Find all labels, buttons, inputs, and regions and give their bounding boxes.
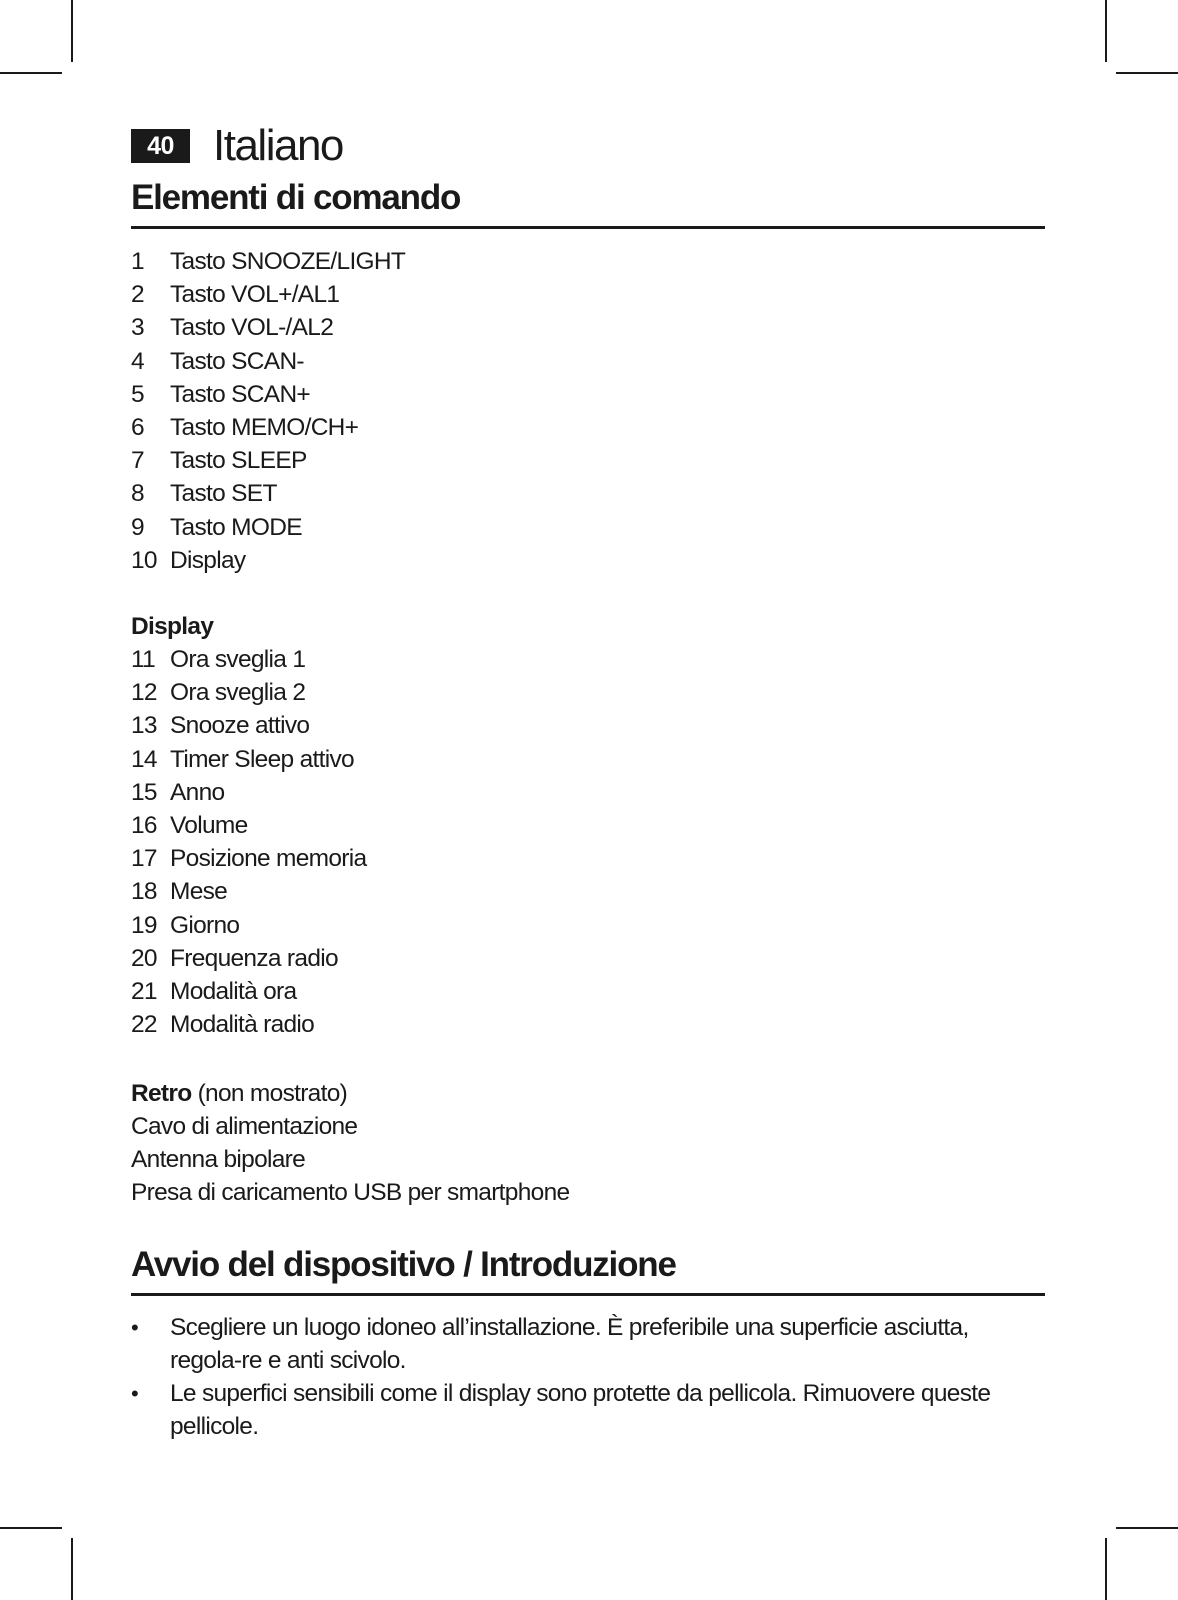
display-list — [131, 643, 366, 1041]
list-item: Cavo di alimentazione — [131, 1113, 358, 1140]
list-item: 22 Modalità radio — [131, 1011, 315, 1039]
list-item: 2 Tasto VOL+/AL1 — [131, 281, 340, 309]
list-item: 17 Posizione memoria — [131, 845, 367, 873]
crop-mark — [1105, 0, 1107, 62]
crop-mark — [0, 1527, 62, 1529]
page-header — [131, 122, 343, 170]
display-heading: Display — [131, 613, 214, 640]
section-title-controls: Elementi di comando — [131, 178, 1045, 229]
bullet-icon: • — [131, 1381, 139, 1406]
list-item: 13 Snooze attivo — [131, 712, 310, 740]
list-item: Presa di caricamento USB per smartphone — [131, 1179, 570, 1207]
list-item: 15 Anno — [131, 778, 225, 806]
section-title-intro: Avvio del dispositivo / Introduzione — [131, 1245, 1045, 1296]
list-item: 7 Tasto SLEEP — [131, 447, 307, 475]
list-item: 8 Tasto SET — [131, 480, 277, 508]
list-item: 6 Tasto MEMO/CH+ — [131, 413, 359, 441]
crop-mark — [0, 72, 62, 74]
crop-mark — [71, 1538, 73, 1600]
list-item: 3 Tasto VOL-/AL2 — [131, 314, 334, 342]
list-item: 9 Tasto MODE — [131, 513, 302, 541]
bullet-icon: • — [131, 1315, 139, 1340]
list-item: 19 Giorno — [131, 911, 240, 939]
list-item: 10 Display — [131, 546, 246, 574]
bullet-item: • Scegliere un luogo idoneo all’installazione. È preferibile una superficie asciutta, regola-re e anti scivolo. — [131, 1311, 1045, 1377]
crop-mark — [1116, 1527, 1178, 1529]
list-item: 12 Ora sveglia 2 — [131, 679, 306, 707]
list-item: 21 Modalità ora — [131, 977, 297, 1005]
page-number: 40 — [131, 129, 190, 163]
retro-note: (non mostrato) — [197, 1080, 348, 1107]
list-item: 14 Timer Sleep attivo — [131, 745, 354, 773]
crop-mark — [1105, 1538, 1107, 1600]
list-item: 1 Tasto SNOOZE/LIGHT — [131, 248, 406, 275]
list-item: 18 Mese — [131, 878, 228, 906]
list-item: 20 Frequenza radio — [131, 944, 338, 972]
controls-list — [131, 245, 405, 577]
list-item: Antenna bipolare — [131, 1146, 306, 1174]
language-title: Italiano — [213, 121, 343, 170]
intro-bullets — [131, 1311, 1045, 1443]
crop-mark — [71, 0, 73, 62]
list-item: 11 Ora sveglia 1 — [131, 646, 306, 673]
bullet-item: • Le superfici sensibili come il display sono protette da pellicola. Rimuovere queste pellicole. — [131, 1377, 1045, 1443]
list-item: 4 Tasto SCAN- — [131, 347, 304, 375]
retro-list — [131, 1110, 569, 1210]
list-item: 16 Volume — [131, 811, 248, 839]
list-item: 5 Tasto SCAN+ — [131, 380, 311, 408]
retro-heading-line — [131, 1077, 347, 1110]
crop-mark — [1116, 72, 1178, 74]
retro-heading: Retro — [131, 1080, 192, 1107]
